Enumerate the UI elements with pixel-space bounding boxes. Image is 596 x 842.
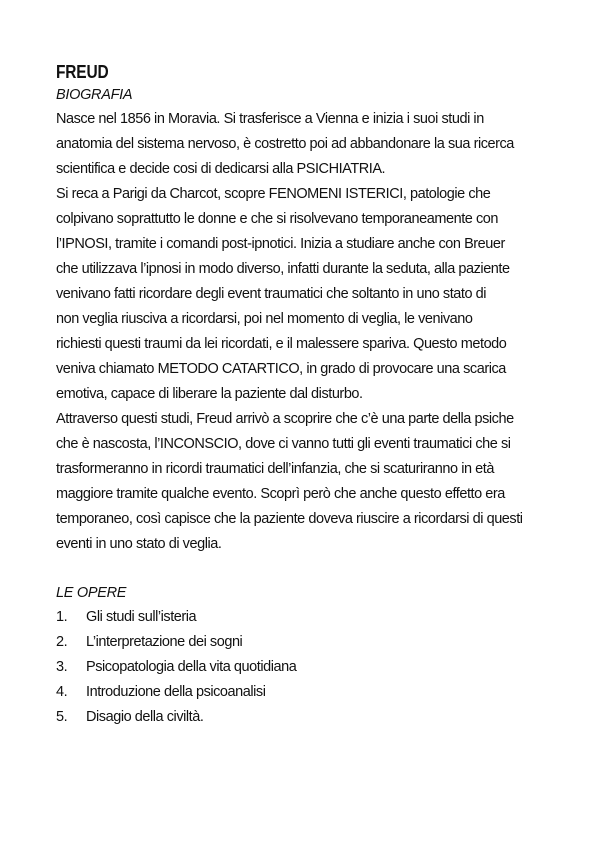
biography-line: Si reca a Parigi da Charcot, scopre FENOMENI ISTERICI, patologie che <box>56 186 491 202</box>
works-list-item <box>56 630 548 655</box>
document-title: FREUD <box>56 62 109 82</box>
biography-section <box>56 84 548 557</box>
biography-line: maggiore tramite qualche evento. Scoprì però che anche questo effetto era <box>56 486 505 502</box>
biography-line: richiesti questi traumi da lei ricordati, e il malessere spariva. Questo metodo <box>56 336 507 352</box>
biography-line: l’IPNOSI, tramite i comandi post-ipnotici. Inizia a studiare anche con Breuer <box>56 236 505 252</box>
biography-line: eventi in uno stato di veglia. <box>56 536 222 552</box>
biography-line: non veglia riusciva a ricordarsi, poi nel momento di veglia, le venivano <box>56 311 473 327</box>
biography-line: che utilizzava l’ipnosi in modo diverso, infatti durante la seduta, alla paziente <box>56 261 510 277</box>
document-page <box>56 60 548 730</box>
biography-line: anatomia del sistema nervoso, è costretto poi ad abbandonare la sua ricerca <box>56 136 514 152</box>
list-item-number: 1. <box>56 609 68 625</box>
biography-line: scientifica e decide cosi di dedicarsi alla PSICHIATRIA. <box>56 161 386 177</box>
section-spacer <box>56 557 548 582</box>
list-item-text: L’interpretazione dei sogni <box>86 634 243 650</box>
works-list-item <box>56 605 548 630</box>
list-item-number: 2. <box>56 634 68 650</box>
biography-text <box>56 107 548 557</box>
list-item-number: 3. <box>56 659 68 675</box>
list-item-text: Psicopatologia della vita quotidiana <box>86 659 297 675</box>
works-list <box>56 605 548 730</box>
biography-line: che è nascosta, l’INCONSCIO, dove ci vanno tutti gli eventi traumatici che si <box>56 436 511 452</box>
list-item-text: Disagio della civiltà. <box>86 709 204 725</box>
works-heading: LE OPERE <box>56 585 127 601</box>
biography-line: Nasce nel 1856 in Moravia. Si trasferisce a Vienna e inizia i suoi studi in <box>56 111 484 127</box>
biography-line: temporaneo, così capisce che la paziente doveva riuscire a ricordarsi di questi <box>56 511 523 527</box>
works-section <box>56 582 548 730</box>
biography-heading: BIOGRAFIA <box>56 87 133 103</box>
list-item-text: Gli studi sull’isteria <box>86 609 197 625</box>
list-item-number: 5. <box>56 709 68 725</box>
list-item-text: Introduzione della psicoanalisi <box>86 684 266 700</box>
biography-line: Attraverso questi studi, Freud arrivò a scoprire che c’è una parte della psiche <box>56 411 514 427</box>
biography-line: trasformeranno in ricordi traumatici dell’infanzia, che si scaturiranno in età <box>56 461 494 477</box>
biography-line: veniva chiamato METODO CATARTICO, in grado di provocare una scarica <box>56 361 506 377</box>
biography-line: venivano fatti ricordare degli event traumatici che soltanto in uno stato di <box>56 286 487 302</box>
list-item-number: 4. <box>56 684 68 700</box>
works-list-item <box>56 680 548 705</box>
biography-line: colpivano soprattutto le donne e che si risolvevano temporaneamente con <box>56 211 499 227</box>
works-list-item <box>56 655 548 680</box>
biography-line: emotiva, capace di liberare la paziente dal disturbo. <box>56 386 363 402</box>
works-list-item <box>56 705 548 730</box>
